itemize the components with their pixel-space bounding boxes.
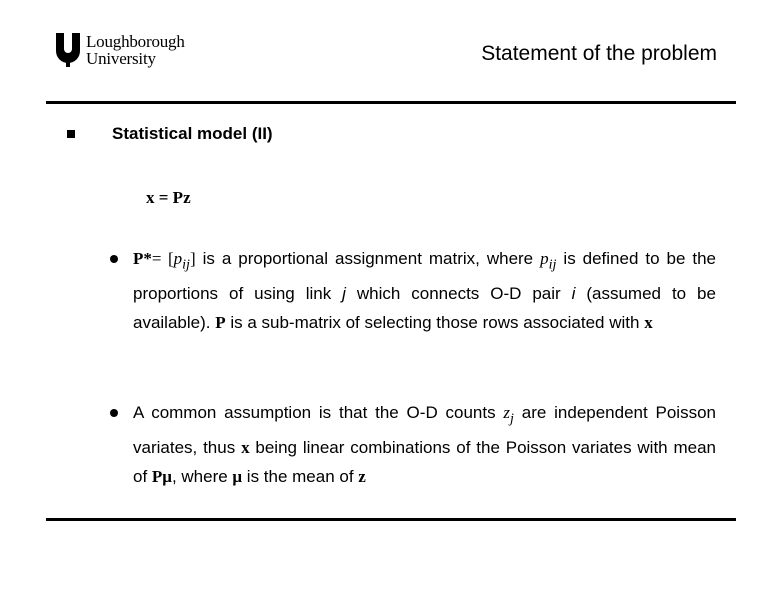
z-symbol: z: [503, 403, 511, 422]
square-bullet-icon: [67, 130, 75, 138]
subscript-ij: ij: [182, 256, 190, 273]
section-heading: Statistical model (II): [112, 124, 273, 143]
subscript-j: j: [510, 410, 514, 427]
p-matrix-symbol: P: [215, 313, 226, 333]
text-segment: A common assumption is that the O-D counts: [133, 403, 504, 422]
logo-line-2: University: [86, 49, 156, 68]
logo-line-1: Loughborough: [86, 32, 185, 51]
text-segment: which connects O-D pair: [345, 284, 572, 304]
x-symbol: x: [241, 438, 250, 458]
i-symbol: i: [571, 284, 576, 304]
bottom-divider: [46, 518, 736, 521]
eq-open: = [: [151, 249, 174, 268]
round-bullet-icon: [110, 255, 118, 263]
p-mu-symbol: Pμ: [151, 467, 172, 487]
z-symbol: z: [358, 467, 366, 487]
text-segment: , where: [171, 467, 233, 487]
p-symbol: p: [540, 249, 549, 268]
p-symbol: p: [173, 249, 183, 268]
j-symbol: j: [342, 284, 346, 304]
model-equation: x = Pz: [146, 188, 191, 207]
page-title: Statement of the problem: [481, 42, 717, 65]
top-divider: [46, 101, 736, 104]
x-symbol: x: [644, 313, 653, 333]
university-logo: [56, 33, 185, 67]
text-segment: is a sub-matrix of selecting those rows associated with: [225, 313, 645, 333]
text-segment: (assumed to be available).: [133, 284, 716, 333]
mu-symbol: μ: [232, 467, 243, 487]
text-segment: being linear combinations of the Poisson variates with mean of: [133, 438, 717, 487]
text-segment: are independent Poisson variates, thus: [133, 403, 716, 458]
bullet-item-assignment-matrix: [133, 244, 716, 337]
text-segment: is the mean of: [242, 467, 359, 487]
logo-mark-icon: [56, 33, 80, 67]
round-bullet-icon: [110, 409, 118, 417]
bullet-item-poisson-assumption: [133, 398, 716, 491]
subscript-ij: ij: [548, 256, 557, 273]
logo-wordmark: [86, 33, 185, 67]
p-star-symbol: P*: [133, 249, 152, 268]
text-segment: is defined to be the proportions of using link: [133, 249, 717, 304]
text-segment: is a proportional assignment matrix, where: [195, 249, 541, 268]
eq-close: ]: [190, 249, 196, 268]
